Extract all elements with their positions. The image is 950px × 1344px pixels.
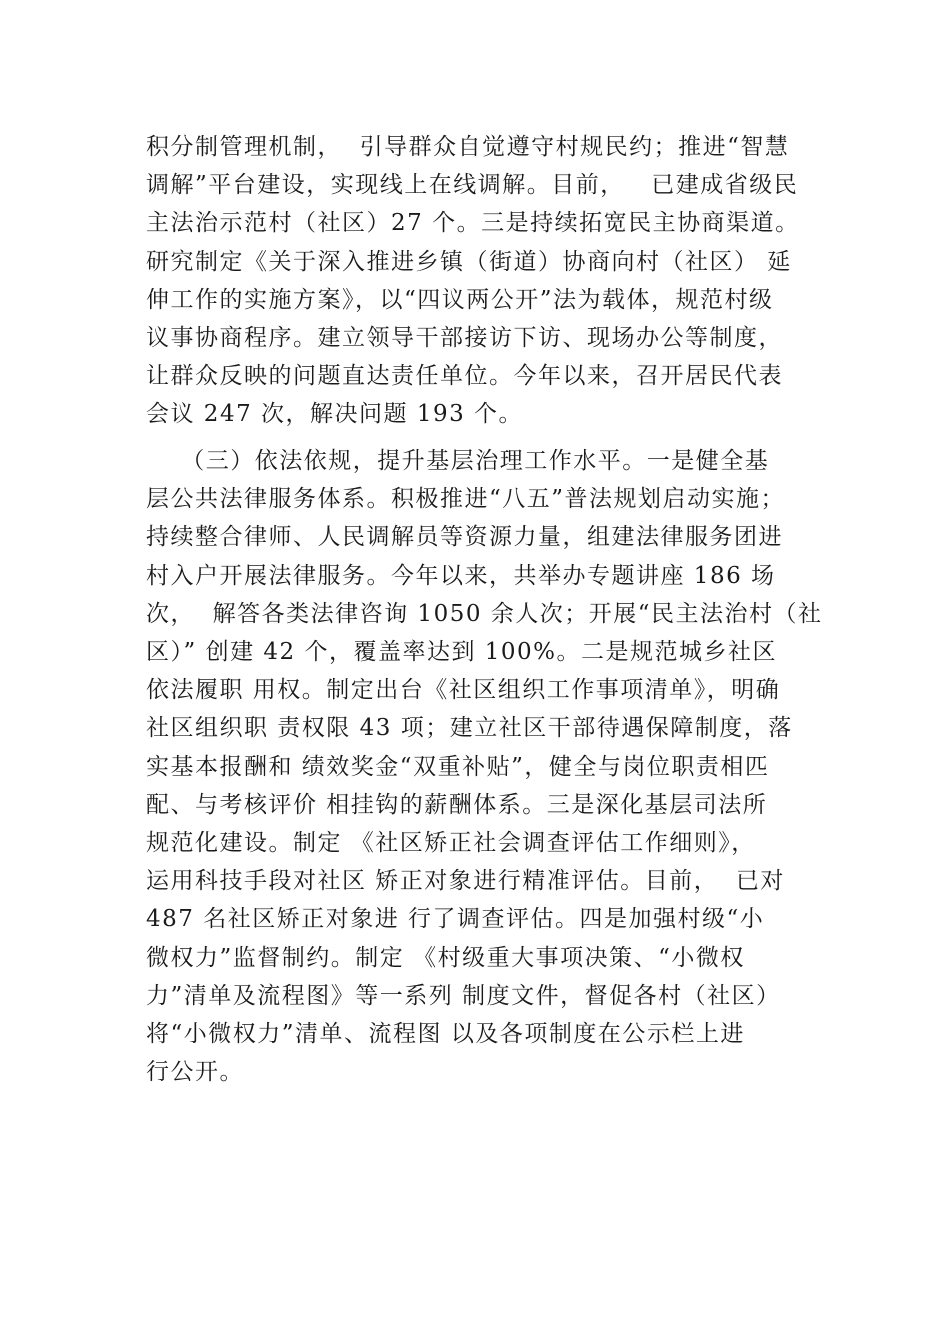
text-line: 将“小微权力”清单、流程图 以及各项制度在公示栏上进 [146, 1021, 745, 1047]
text-line: 研究制定《关于深入推进乡镇（街道）协商向村（社区） 延 [146, 249, 792, 275]
text-line: 积分制管理机制， 引导群众自觉遵守村规民约；推进“智慧 [146, 134, 790, 160]
text-line: 层公共法律服务体系。积极推进“八五”普法规划启动实施； [146, 486, 786, 512]
text-line: 依法履职 用权。制定出台《社区组织工作事项清单》，明确 [146, 677, 781, 703]
text-line: 次， 解答各类法律咨询 1050 余人次；开展“民主法治村（社 [146, 601, 823, 627]
text-line: 区）” 创建 42 个，覆盖率达到 100%。二是规范城乡社区 [146, 639, 778, 665]
text-line: 实基本报酬和 绩效奖金“双重补贴”，健全与岗位职责相匹 [146, 754, 770, 780]
text-line: 力”清单及流程图》等一系列 制度文件，督促各村（社区） [146, 983, 781, 1009]
text-line: 会议 247 次，解决问题 193 个。 [146, 401, 524, 427]
text-line: 微权力”监督制约。制定 《村级重大事项决策、“小微权 [146, 945, 745, 971]
text-line: 让群众反映的问题直达责任单位。今年以来，召开居民代表 [146, 363, 783, 389]
text-line: 规范化建设。制定 《社区矫正社会调查评估工作细则》， [146, 830, 756, 856]
text-line: 持续整合律师、人民调解员等资源力量，组建法律服务团进 [146, 524, 783, 550]
text-line: 社区组织职 责权限 43 项；建立社区干部待遇保障制度，落 [146, 715, 793, 741]
text-line: 配、与考核评价 相挂钩的薪酬体系。三是深化基层司法所 [146, 792, 768, 818]
text-line: 伸工作的实施方案》，以“四议两公开”法为载体，规范村级 [146, 287, 774, 313]
text-line: 主法治示范村（社区）27 个。三是持续拓宽民主协商渠道。 [146, 210, 800, 236]
text-line: 调解”平台建设，实现线上在线调解。目前， 已建成省级民 [146, 172, 799, 198]
text-line: 议事协商程序。建立领导干部接访下访、现场办公等制度， [146, 325, 783, 351]
text-line: 村入户开展法律服务。今年以来，共举办专题讲座 186 场 [146, 563, 776, 589]
text-line: 487 名社区矫正对象进 行了调查评估。四是加强村级“小 [146, 906, 765, 932]
text-line: 行公开。 [146, 1059, 244, 1085]
text-line: 运用科技手段对社区 矫正对象进行精准评估。目前， 已对 [146, 868, 785, 894]
section-heading-line: （三）依法依规，提升基层治理工作水平。一是健全基 [146, 448, 770, 474]
